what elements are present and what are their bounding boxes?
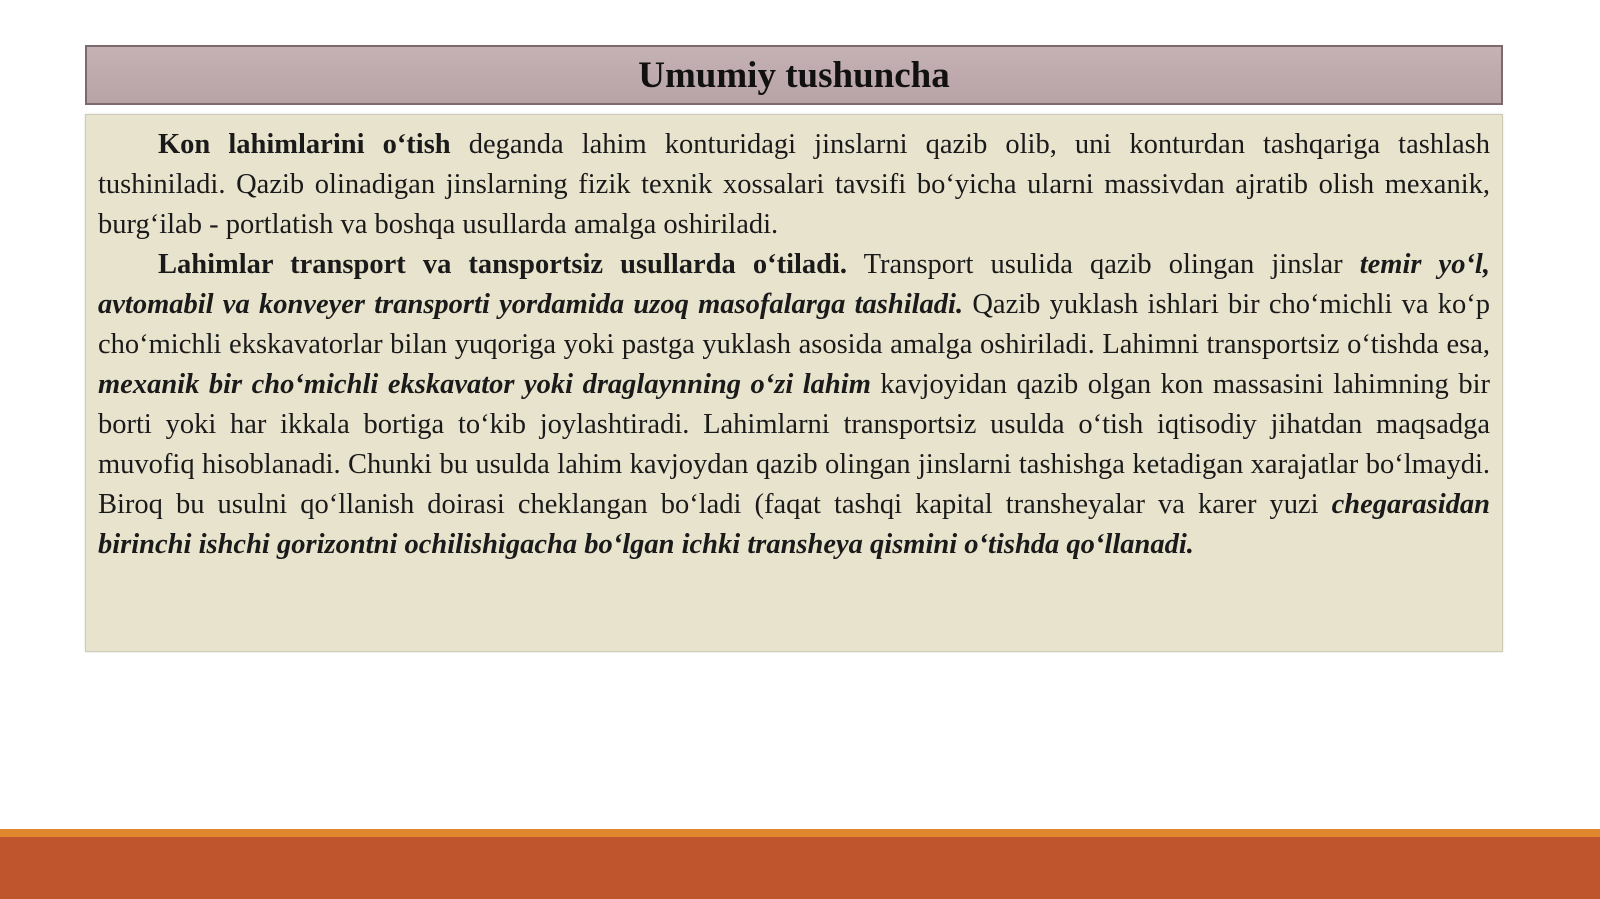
slide-title: Umumiy tushuncha [638, 54, 950, 96]
paragraph-2 [98, 245, 1490, 565]
footer-accent-stripe [0, 829, 1600, 837]
paragraph-2-text-3: kavjoyidan qazib olgan kon massasini lahimning bir borti yoki har ikkala bortiga to‘kib joylashtiradi. Lahimlarni transportsiz usulda o‘tish iqtisodiy jihatdan maqsadga muvofiq hisoblanadi. Chunki bu usulda lahim kavjoydan qazib olingan jinslarni tashishga ketadigan xarajatlar bo‘lmaydi. Biroq bu usulni qo‘llanish doirasi cheklangan bo‘ladi (faqat tashqi kapital transheyalar va karer yuzi [98, 369, 1490, 520]
footer-bar [0, 837, 1600, 899]
paragraph-1-text: deganda lahim konturidagi jinslarni qazib olib, uni konturdan tashqariga tashlash tushiniladi. Qazib olinadigan jinslarning fizik texnik xossalari tavsifi bo‘yicha ularni massivdan ajratib olish mexanik, burg‘ilab - portlatish va boshqa usullarda amalga oshiriladi. [98, 129, 1491, 240]
paragraph-2-emphasis-1: temir yo‘l, avtomabil va konveyer transporti yordamida uzoq masofalarga tashiladi. [98, 249, 1490, 320]
paragraph-2-emphasis-2: mexanik bir cho‘michli ekskavator yoki draglaynning o‘zi lahim [98, 369, 871, 400]
paragraph-2-emphasis-3: chegarasidan birinchi ishchi gorizontni ochilishigacha bo‘lgan ichki transheya qismini o‘tishda qo‘llanadi. [98, 489, 1490, 560]
title-box [85, 45, 1503, 105]
paragraph-2-text-2: Qazib yuklash ishlari bir cho‘michli va ko‘p cho‘michli ekskavatorlar bilan yuqoriga yoki pastga yuklash asosida amalga oshiriladi. Lahimni transportsiz o‘tishda esa, [98, 289, 1490, 360]
paragraph-2-lead: Lahimlar transport va tansportsiz usullarda o‘tiladi. [158, 249, 848, 280]
paragraph-1-lead: Kon lahimlarini o‘tish [158, 129, 451, 160]
paragraph-1 [98, 125, 1490, 245]
content-box [85, 114, 1503, 652]
paragraph-2-text-1: Transport usulida qazib olingan jinslar [847, 249, 1360, 280]
